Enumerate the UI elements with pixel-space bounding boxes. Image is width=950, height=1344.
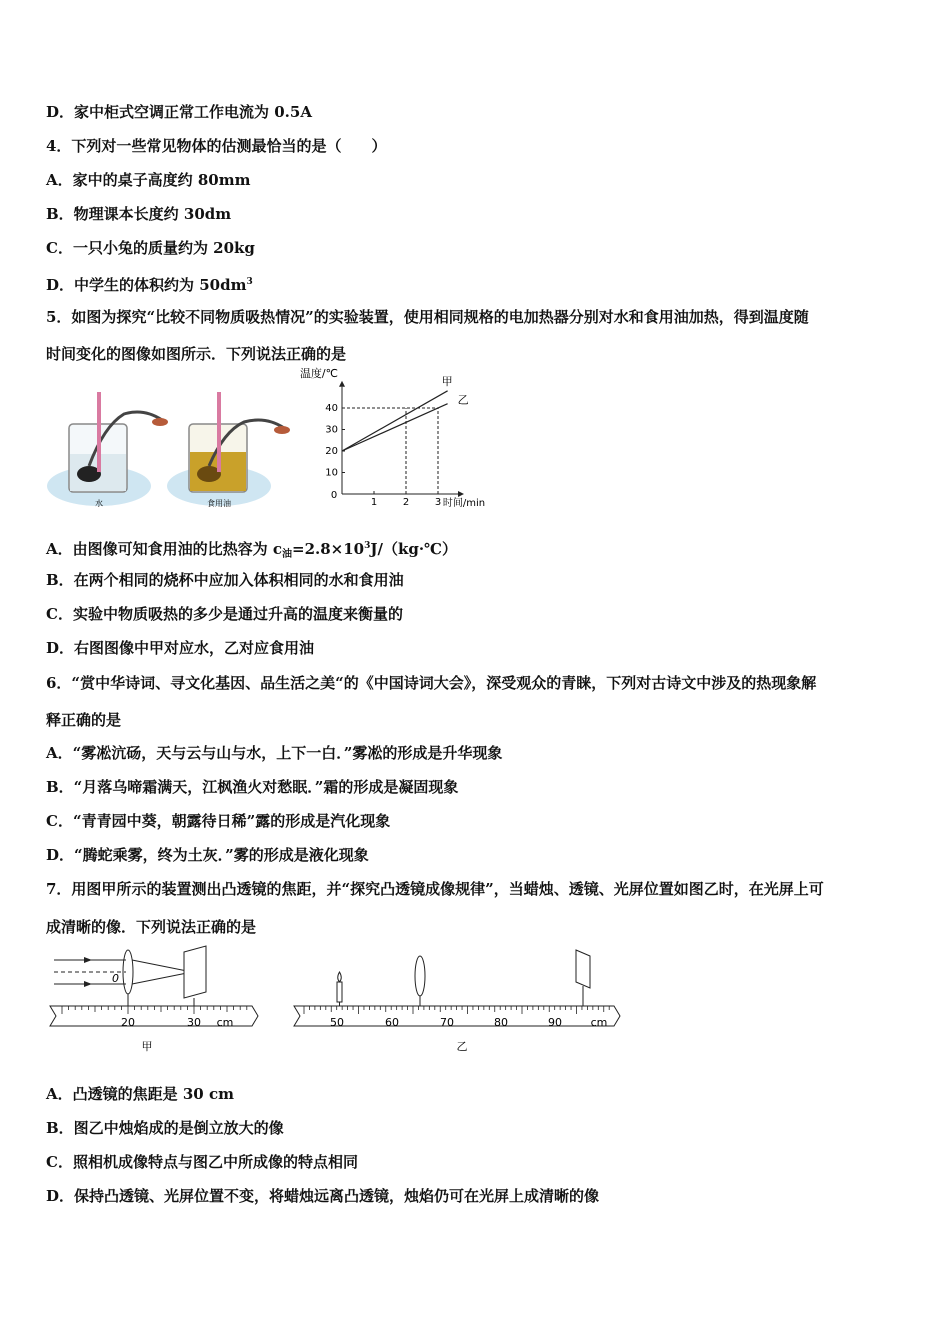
prev-option-d: D．家中柜式空调正常工作电流为 0.5A	[46, 103, 312, 121]
candle-flame	[338, 972, 342, 982]
ruler-yi-tick-60: 60	[385, 1016, 399, 1029]
y-tick-label-30: 30	[325, 424, 338, 436]
q5-option-a-sup: 3	[364, 541, 371, 551]
q4-stem: 4．下列对一些常见物体的估测最恰当的是（ ）	[46, 137, 387, 155]
q4-option-b: B．物理课本长度约 30dm	[46, 205, 232, 223]
y-axis-arrow	[339, 381, 345, 387]
q5-option-b: B．在两个相同的烧杯中应加入体积相同的水和食用油	[46, 571, 404, 589]
screen-yi	[576, 950, 590, 988]
x-axis-arrow	[458, 491, 464, 497]
q6-stem-line1: 6．“赏中华诗词、寻文化基因、品生活之美“的《中国诗词大会》，深受观众的青睐，下列对古诗文中涉及的热现象解	[46, 674, 817, 692]
temperature-time-chart	[296, 366, 506, 516]
q5-option-a-sub: 油	[282, 549, 292, 560]
q7-option-b: B．图乙中烛焰成的是倒立放大的像	[46, 1119, 284, 1137]
fig-yi-label: 乙	[456, 1040, 468, 1053]
ruler-jia-tick-30: 30	[187, 1016, 201, 1029]
series-label-0: 甲	[441, 374, 453, 388]
q5-option-a-pre: A．由图像可知食用油的比热容为 c	[46, 540, 282, 558]
q4-option-d-sup: 3	[246, 277, 253, 287]
q5-option-c: C．实验中物质吸热的多少是通过升高的温度来衡量的	[46, 605, 403, 623]
q7-option-c: C．照相机成像特点与图乙中所成像的特点相同	[46, 1153, 358, 1171]
q5-stem-line1: 5．如图为探究“比较不同物质吸热情况”的实验装置，使用相同规格的电加热器分别对水和食用油加热，得到温度随	[46, 308, 809, 326]
series-line-1	[342, 404, 448, 451]
y-tick-label-40: 40	[325, 403, 338, 414]
q5-stem-line2: 时间变化的图像如图所示．下列说法正确的是	[46, 345, 347, 363]
q6-option-a: A．“雾凇沆砀，天与云与山与水，上下一白．”雾凇的形成是升华现象	[46, 744, 503, 762]
oil-plug	[274, 426, 290, 434]
water-thermometer	[97, 392, 101, 472]
q6-stem-line2: 释正确的是	[46, 711, 122, 729]
q5-option-a	[46, 536, 457, 565]
refract-top	[132, 960, 192, 972]
fig-jia-label: 甲	[141, 1040, 153, 1053]
lens-yi	[415, 956, 425, 996]
oil-thermometer	[217, 392, 221, 472]
q7-stem-line2: 成清晰的像．下列说法正确的是	[46, 918, 257, 936]
q4-option-a: A．家中的桌子高度约 80mm	[46, 171, 251, 189]
ruler-yi-tick-80: 80	[494, 1016, 508, 1029]
y-tick-label-10: 10	[325, 467, 338, 479]
q4-option-d-text: D．中学生的体积约为 50dm	[46, 276, 247, 294]
refract-bottom	[132, 972, 192, 984]
q7-option-d: D．保持凸透镜、光屏位置不变，将蜡烛远离凸透镜，烛焰仍可在光屏上成清晰的像	[46, 1187, 600, 1205]
water-label: 水	[95, 499, 103, 508]
x-tick-label-2: 2	[402, 497, 410, 508]
arrow-top	[84, 957, 92, 963]
oil-label: 食用油	[207, 499, 231, 508]
water-plug	[152, 418, 168, 426]
ruler-jia-unit: cm	[216, 1016, 234, 1029]
q7-stem-line1: 7．用图甲所示的装置测出凸透镜的焦距，并“探究凸透镜成像规律”，当蜡烛、透镜、光屏位置如图乙时，在光屏上可	[46, 880, 824, 898]
lens-imaging-figure-yi	[290, 944, 630, 1056]
series-label-1: 乙	[457, 393, 469, 407]
ruler-jia-tick-20: 20	[121, 1016, 135, 1029]
ruler-yi-tick-50: 50	[330, 1016, 344, 1029]
beakers-figure	[44, 386, 304, 516]
q5-option-a-post: J/（kg·℃）	[370, 540, 458, 558]
screen	[184, 946, 206, 998]
q5-option-d: D．右图图像中甲对应水，乙对应食用油	[46, 639, 315, 657]
q4-option-d	[46, 272, 253, 295]
q7-option-a: A．凸透镜的焦距是 30 cm	[46, 1085, 234, 1103]
x-tick-label-3: 3	[434, 497, 442, 508]
ruler-yi-tick-90: 90	[548, 1016, 562, 1029]
x-axis-label: 时间/min	[442, 498, 486, 509]
q6-option-d: D．“腾蛇乘雾，终为土灰．”雾的形成是液化现象	[46, 846, 369, 864]
origin-label: 0	[330, 490, 338, 501]
y-axis-label: 温度/℃	[299, 366, 338, 380]
y-tick-label-20: 20	[325, 446, 338, 457]
focus-label: 0	[112, 972, 119, 985]
q4-option-c: C．一只小兔的质量约为 20kg	[46, 239, 255, 257]
ruler-yi-tick-70: 70	[440, 1016, 454, 1029]
x-tick-label-1: 1	[370, 497, 378, 508]
arrow-bottom	[84, 981, 92, 987]
lens-focus-figure-jia	[44, 946, 264, 1056]
candle	[337, 982, 342, 1002]
q6-option-b: B．“月落乌啼霜满天，江枫渔火对愁眠．”霜的形成是凝固现象	[46, 778, 459, 796]
q6-option-c: C．“青青园中葵，朝露待日稀”露的形成是汽化现象	[46, 812, 391, 830]
ruler-yi-unit: cm	[590, 1016, 608, 1029]
series-line-0	[342, 391, 448, 451]
q5-option-a-mid: =2.8×10	[292, 540, 365, 558]
